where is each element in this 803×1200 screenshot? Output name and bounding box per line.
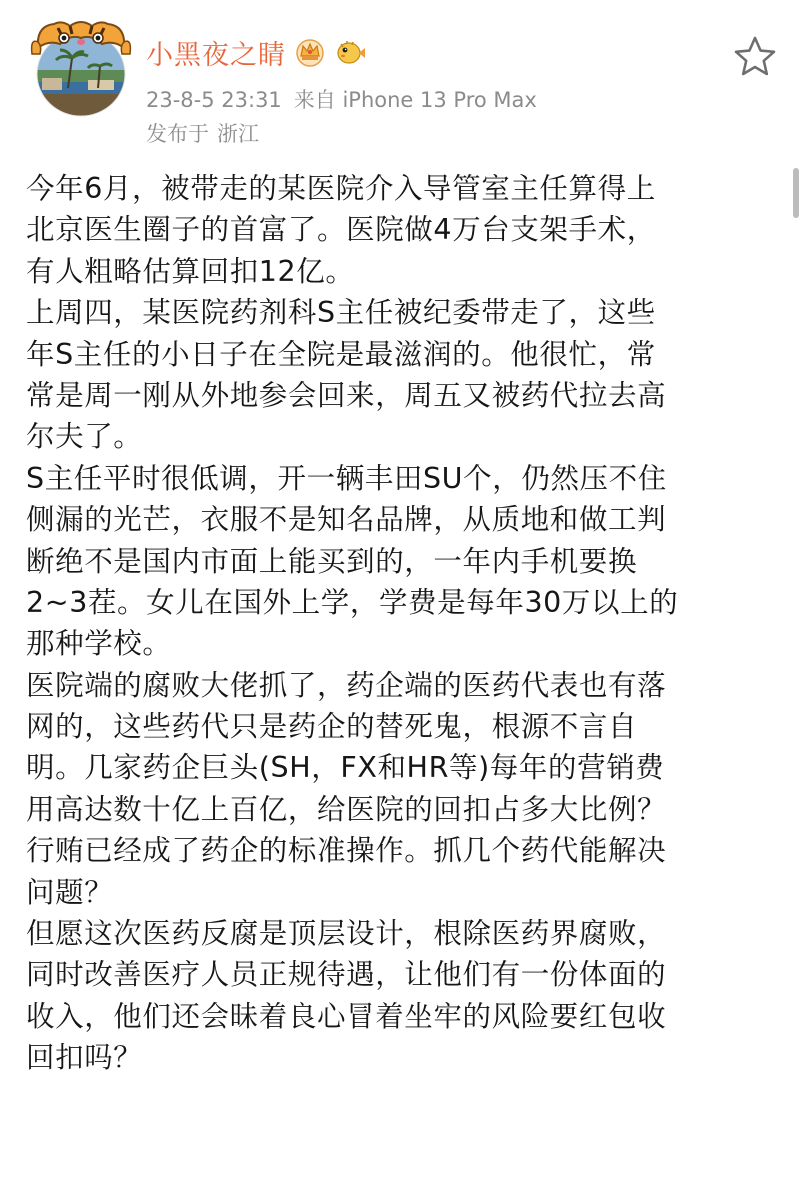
post-text-line: 年S主任的小日子在全院是最滋润的。他很忙，常: [26, 337, 656, 371]
favorite-button[interactable]: [732, 34, 778, 80]
post-source: 来自 iPhone 13 Pro Max: [293, 88, 537, 112]
post-text-line: 行贿已经成了药企的标准操作。抓几个药代能解决: [26, 834, 667, 868]
post-text-line: 那种学校。: [26, 627, 172, 661]
post-text-line: 常是周一刚从外地参会回来，周五又被药代拉去高: [26, 378, 667, 412]
avatar[interactable]: [28, 18, 134, 118]
pufferfish-badge-icon[interactable]: [334, 36, 366, 68]
post-text-line: 回扣吗？: [26, 1041, 143, 1075]
post-text-line: 今年6月，被带走的某医院介入导管室主任算得上: [26, 172, 656, 205]
post-text-line: 北京医生圈子的首富了。医院做4万台支架手术，: [26, 213, 656, 247]
post-text-line: 侧漏的光芒，衣服不是知名品牌，从质地和做工判: [26, 503, 667, 537]
post-text-line: 有人粗略估算回扣12亿。: [26, 254, 355, 288]
post-text-line: 医院端的腐败大佬抓了，药企端的医药代表也有落: [26, 668, 667, 702]
post-text-line: 网的，这些药代只是药企的替死鬼，根源不言自: [26, 710, 638, 744]
location-prefix: 发布于: [146, 122, 209, 146]
tiger-avatar-icon: [28, 18, 134, 118]
post-header: [0, 0, 803, 160]
post-text-line: 明。几家药企巨头(SH，FX和HR等)每年的营销费: [26, 751, 665, 785]
post-text-line: 断绝不是国内市面上能买到的，一年内手机要换: [26, 544, 638, 578]
post-text-line: 上周四，某医院药剂科S主任被纪委带走了，这些: [26, 296, 656, 330]
post-text-line: 尔夫了。: [26, 420, 143, 454]
post-body: [26, 168, 786, 1079]
post-text-line: 2~3茬。女儿在国外上学，学费是每年30万以上的: [26, 585, 679, 619]
post-time: 23-8-5 23:31: [146, 88, 282, 112]
username-row: [146, 30, 366, 74]
username[interactable]: 小黑夜之睛: [146, 39, 286, 71]
post-text-line: 同时改善医疗人员正规待遇，让他们有一份体面的: [26, 958, 667, 992]
scrollbar[interactable]: [793, 168, 799, 218]
crown-badge-icon[interactable]: [294, 36, 326, 68]
post-text-line: 用高达数十亿上百亿，给医院的回扣占多大比例？: [26, 792, 667, 826]
post-location: [146, 118, 267, 148]
post-text-line: 收入，他们还会昧着良心冒着坐牢的风险要红包收: [26, 999, 667, 1033]
star-icon: [732, 34, 778, 80]
post-text-line: S主任平时很低调，开一辆丰田SU个，仍然压不住: [26, 461, 667, 495]
post-text-line: 问题？: [26, 875, 114, 909]
post-meta: [146, 84, 549, 114]
post-text-line: 但愿这次医药反腐是顶层设计，根除医药界腐败，: [26, 917, 667, 951]
location-value: 浙江: [217, 122, 259, 146]
